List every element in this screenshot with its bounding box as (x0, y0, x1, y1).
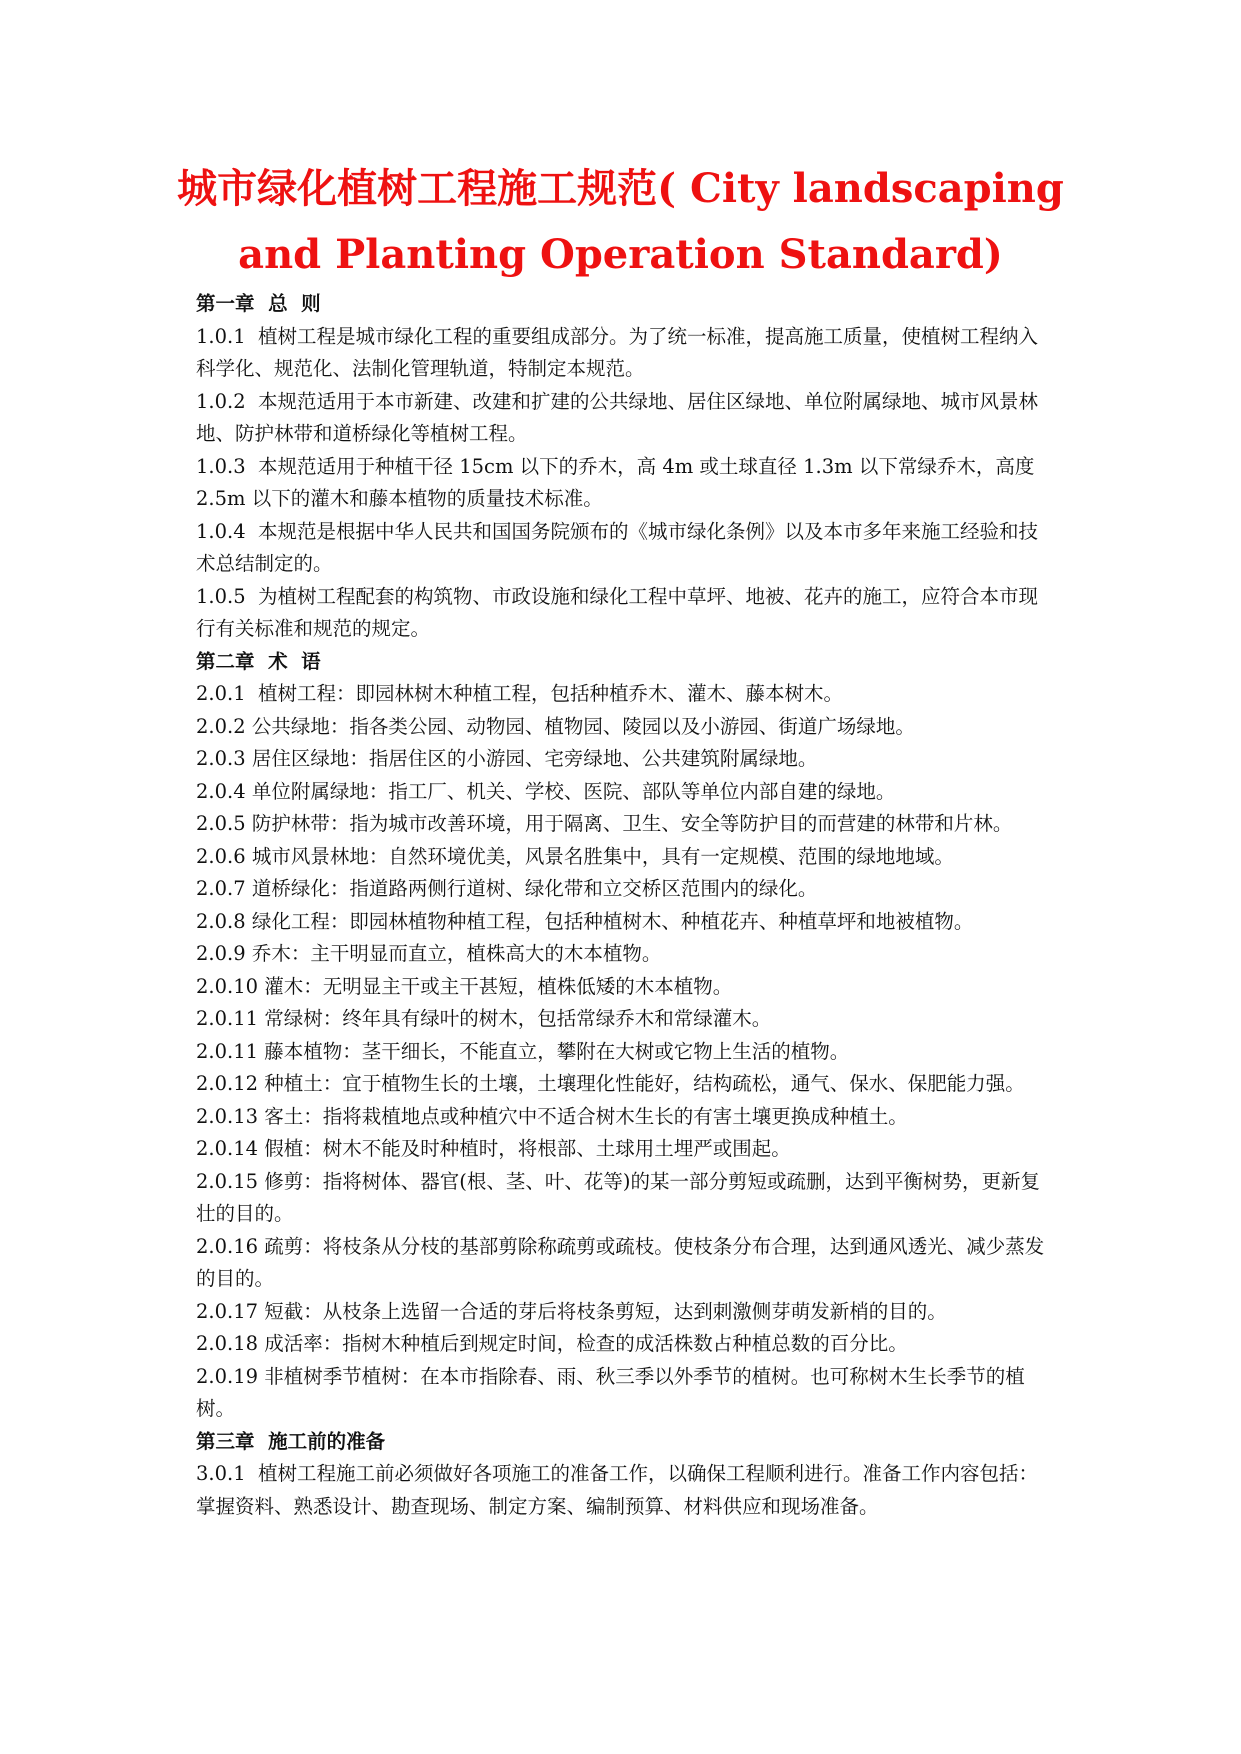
clause-paragraph (196, 906, 1052, 939)
clause-paragraph (196, 386, 1052, 451)
clause-text: 植树工程是城市绿化工程的重要组成部分。为了统一标准，提高施工质量，使植树工程纳入科学化、规范化、法制化管理轨道，特制定本规范。 (196, 324, 1039, 380)
clause-paragraph (196, 711, 1052, 744)
clause-number: 2.0.11 (196, 1007, 265, 1030)
clause-number: 2.0.7 (196, 877, 252, 900)
clause-number: 2.0.10 (196, 974, 265, 998)
clause-paragraph (196, 451, 1052, 516)
clause-number: 2.0.11 (196, 1039, 265, 1063)
document-title-line-2: and Planting Operation Standard) (238, 231, 1003, 278)
clause-text: 本规范适用于种植干径 15cm 以下的乔木，高 4m 或土球直径 1.3m 以下常绿乔木，高度 2.5m 以下的灌木和藤本植物的质量技术标准。 (196, 454, 1035, 510)
clause-number: 2.0.12 (196, 1072, 265, 1095)
clause-text: 假植：树木不能及时种植时，将根部、土球用土埋严或围起。 (264, 1137, 791, 1160)
clause-paragraph (196, 808, 1052, 841)
clause-paragraph (196, 1328, 1052, 1361)
clause-number: 2.0.16 (196, 1234, 265, 1258)
clause-text: 绿化工程：即园林植物种植工程，包括种植树木、种植花卉、种植草坪和地被植物。 (251, 909, 974, 933)
clause-number: 1.0.4 (196, 519, 259, 543)
clause-text: 客土：指将栽植地点或种植穴中不适合树木生长的有害土壤更换成种植土。 (264, 1104, 908, 1128)
clause-paragraph (196, 1231, 1052, 1296)
document-title-line-1: 城市绿化植树工程施工规范( City landscaping (177, 165, 1064, 212)
clause-text: 居住区绿地：指居住区的小游园、宅旁绿地、公共建筑附属绿地。 (251, 747, 818, 770)
clause-number: 2.0.6 (196, 844, 252, 868)
clause-paragraph (196, 971, 1052, 1004)
clause-paragraph (196, 841, 1052, 874)
clause-number: 2.0.1 (196, 682, 259, 705)
clause-number: 2.0.9 (196, 942, 252, 965)
clause-text: 单位附属绿地：指工厂、机关、学校、医院、部队等单位内部自建的绿地。 (251, 779, 896, 803)
clause-number: 2.0.2 (196, 714, 252, 738)
clause-text: 短截：从枝条上选留一合适的芽后将枝条剪短，达到刺激侧芽萌发新梢的目的。 (264, 1299, 947, 1323)
clause-paragraph (196, 1166, 1052, 1231)
chapter-heading: 第一章 总 则 (196, 292, 321, 315)
clause-text: 成活率：指树木种植后到规定时间，检查的成活株数占种植总数的百分比。 (264, 1332, 908, 1355)
clause-text: 种植土：宜于植物生长的土壤，土壤理化性能好，结构疏松，通气、保水、保肥能力强。 (264, 1072, 1025, 1095)
clause-paragraph (196, 1133, 1052, 1166)
clause-number: 3.0.1 (196, 1462, 259, 1485)
clause-paragraph (196, 1296, 1052, 1329)
clause-text: 植树工程施工前必须做好各项施工的准备工作，以确保工程顺利进行。准备工作内容包括：掌握资料、熟悉设计、勘查现场、制定方案、编制预算、材料供应和现场准备。 (196, 1462, 1039, 1518)
clause-paragraph (196, 1036, 1052, 1069)
clause-text: 为植树工程配套的构筑物、市政设施和绿化工程中草坪、地被、花卉的施工，应符合本市现行有关标准和规范的规定。 (196, 584, 1039, 640)
clause-text: 乔木：主干明显而直立，植株高大的木本植物。 (251, 942, 662, 965)
clause-text: 非植树季节植树：在本市指除春、雨、秋三季以外季节的植树。也可称树木生长季节的植树。 (196, 1364, 1025, 1420)
clause-number: 2.0.15 (196, 1169, 265, 1193)
clause-text: 植树工程：即园林树木种植工程，包括种植乔木、灌木、藤本树木。 (258, 682, 844, 705)
chapter-heading: 第二章 术 语 (196, 649, 321, 673)
clause-text: 常绿树：终年具有绿叶的树木，包括常绿乔木和常绿灌木。 (264, 1007, 772, 1030)
clause-text: 疏剪：将枝条从分枝的基部剪除称疏剪或疏枝。使枝条分布合理，达到通风透光、减少蒸发的目的。 (196, 1234, 1045, 1290)
clause-paragraph (196, 873, 1052, 906)
clause-text: 藤本植物：茎干细长，不能直立，攀附在大树或它物上生活的植物。 (264, 1039, 850, 1063)
clause-paragraph (196, 1458, 1052, 1523)
clause-paragraph (196, 1003, 1052, 1036)
clause-paragraph (196, 776, 1052, 809)
clause-text: 灌木：无明显主干或主干甚短，植株低矮的木本植物。 (264, 974, 733, 998)
clause-number: 1.0.2 (196, 389, 259, 413)
clause-number: 2.0.4 (196, 779, 252, 803)
clause-number: 2.0.17 (196, 1299, 265, 1323)
document-body (196, 288, 1052, 1523)
clause-text: 本规范适用于本市新建、改建和扩建的公共绿地、居住区绿地、单位附属绿地、城市风景林地、防护林带和道桥绿化等植树工程。 (196, 389, 1039, 445)
clause-text: 道桥绿化：指道路两侧行道树、绿化带和立交桥区范围内的绿化。 (251, 877, 818, 900)
clause-text: 公共绿地：指各类公园、动物园、植物园、陵园以及小游园、街道广场绿地。 (251, 714, 915, 738)
clause-number: 1.0.3 (196, 454, 259, 478)
clause-paragraph (196, 1101, 1052, 1134)
clause-number: 2.0.5 (196, 812, 252, 835)
clause-number: 1.0.1 (196, 324, 259, 348)
clause-number: 1.0.5 (196, 584, 259, 608)
clause-paragraph (196, 1361, 1052, 1426)
clause-paragraph (196, 1068, 1052, 1101)
clause-number: 2.0.3 (196, 747, 252, 770)
clause-paragraph (196, 743, 1052, 776)
clause-number: 2.0.8 (196, 909, 252, 933)
clause-number: 2.0.13 (196, 1104, 265, 1128)
clause-paragraph (196, 678, 1052, 711)
clause-paragraph (196, 938, 1052, 971)
clause-text: 本规范是根据中华人民共和国国务院颁布的《城市绿化条例》以及本市多年来施工经验和技术总结制定的。 (196, 519, 1039, 575)
clause-number: 2.0.18 (196, 1332, 265, 1355)
clause-paragraph (196, 516, 1052, 581)
clause-number: 2.0.19 (196, 1364, 265, 1388)
clause-number: 2.0.14 (196, 1137, 265, 1160)
clause-text: 城市风景林地：自然环境优美，风景名胜集中，具有一定规模、范围的绿地地域。 (251, 844, 954, 868)
clause-paragraph (196, 581, 1052, 646)
chapter-heading: 第三章 施工前的准备 (196, 1429, 386, 1453)
clause-text: 修剪：指将树体、器官(根、茎、叶、花等)的某一部分剪短或疏删，达到平衡树势，更新复壮的目的。 (196, 1169, 1040, 1225)
clause-text: 防护林带：指为城市改善环境，用于隔离、卫生、安全等防护目的而营建的林带和片林。 (251, 812, 1013, 835)
clause-paragraph (196, 321, 1052, 386)
